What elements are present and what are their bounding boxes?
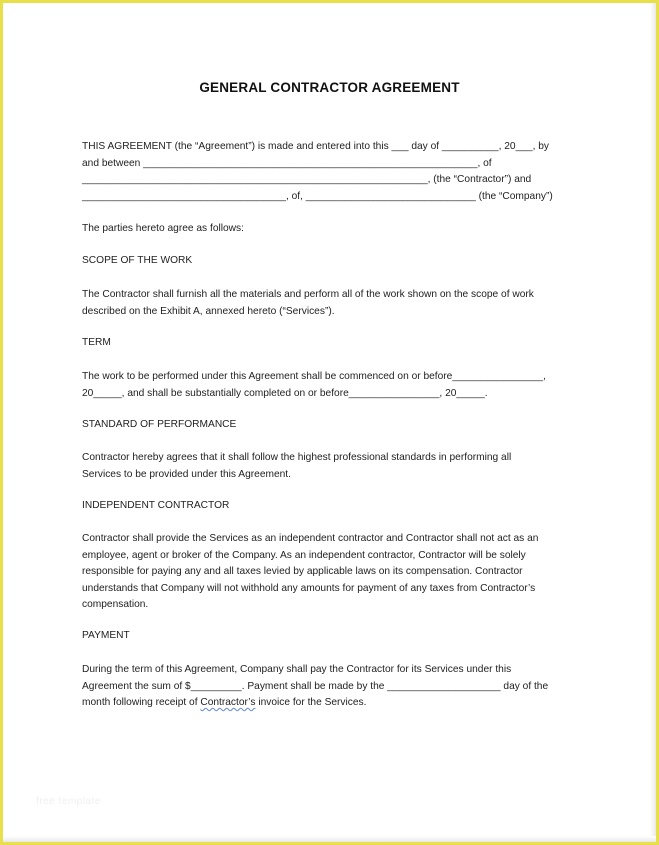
section-heading-independent: INDEPENDENT CONTRACTOR — [82, 500, 230, 511]
document-title: GENERAL CONTRACTOR AGREEMENT — [199, 80, 460, 95]
paragraph-line: Contractor shall provide the Services as an independent contractor and Contractor shall not act as an — [82, 533, 539, 544]
paragraph-line: During the term of this Agreement, Company shall pay the Contractor for its Services under this — [82, 664, 512, 675]
paragraph-line: 20_____, and shall be substantially completed on or before________________, 20_____. — [82, 387, 488, 399]
intro-line: THIS AGREEMENT (the “Agreement”) is made and entered into this ___ day of __________, 20___, by — [82, 141, 550, 152]
intro-paragraph — [82, 139, 592, 205]
paragraph-line: Agreement the sum of $_________. Payment shall be made by the ____________________ day of the — [82, 680, 549, 692]
page-shadow-right — [650, 3, 656, 842]
section-heading-scope: SCOPE OF THE WORK — [82, 255, 193, 266]
paragraph-line: described on the Exhibit A, annexed hereto (“Services”). — [82, 305, 335, 317]
paragraph-line: The work to be performed under this Agreement shall be commenced on or before________________, — [82, 371, 546, 382]
paragraph-line: compensation. — [82, 599, 149, 610]
paragraph-line: Services to be provided under this Agreement. — [82, 468, 291, 480]
paragraph-line — [82, 695, 592, 712]
section-body-term — [82, 369, 592, 402]
section-body-scope — [82, 287, 592, 320]
line-text: invoice for the Services. — [255, 697, 367, 708]
section-body-independent — [82, 531, 592, 614]
intro-line: and between ___________________________________________________________, of — [82, 157, 492, 169]
section-heading-payment: PAYMENT — [82, 630, 130, 641]
intro-line: ____________________________________, of, ______________________________ (the “Company”) — [82, 190, 553, 202]
section-heading-term: TERM — [82, 337, 111, 348]
paragraph-line: The Contractor shall furnish all the materials and perform all of the work shown on the scope of work — [82, 289, 534, 300]
watermark: free template — [36, 796, 101, 807]
line-text: month following receipt of — [82, 697, 201, 708]
paragraph-line: understands that Company will not withhold any amounts for payment of any taxes from Contractor’s — [82, 582, 536, 594]
paragraph-line: Contractor hereby agrees that it shall follow the highest professional standards in performing all — [82, 452, 512, 463]
paragraph-line: employee, agent or broker of the Company. As an independent contractor, Contractor will be solely — [82, 549, 526, 561]
intro-line: _____________________________________________________________, (the “Contractor”) and — [82, 174, 532, 185]
section-body-standard — [82, 450, 592, 483]
paragraph-line: responsible for paying any and all taxes levied by applicable laws on its compensation. Contractor — [82, 566, 523, 577]
spellcheck-word: Contractor’s — [200, 697, 256, 708]
parties-line: The parties hereto agree as follows: — [82, 223, 244, 234]
section-body-payment — [82, 662, 592, 712]
section-heading-standard: STANDARD OF PERFORMANCE — [82, 419, 237, 430]
page-shadow-bottom — [3, 836, 656, 842]
